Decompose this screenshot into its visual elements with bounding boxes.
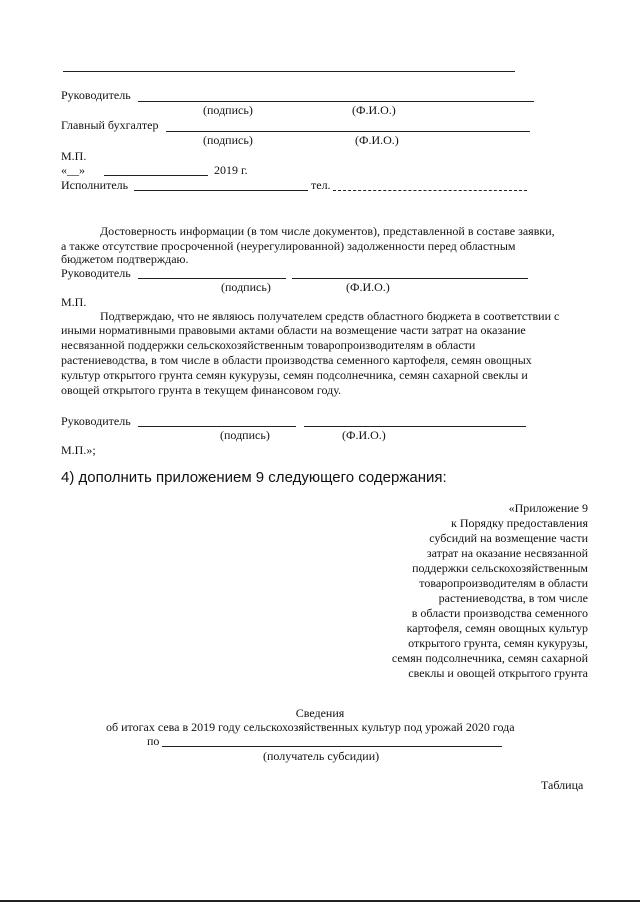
top-rule	[63, 71, 515, 72]
head-signature-line	[138, 278, 286, 279]
fio-caption: (Ф.И.О.)	[352, 103, 396, 117]
head-fio-line	[292, 278, 528, 279]
appendix-line-2: к Порядку предоставления	[450, 516, 588, 530]
phone-line	[333, 190, 527, 191]
head-signature-line	[138, 426, 296, 427]
chief-accountant-label: Главный бухгалтер	[61, 118, 159, 132]
declaration-line-5: культур открытого грунта семян кукурузы, семян подсолнечника, семян сахарной свеклы и	[61, 368, 528, 382]
table-label: Таблица	[541, 778, 584, 792]
certification-line-1: Достоверность информации (в том числе документов), представленной в составе заявки,	[100, 224, 555, 238]
head-fio-line	[304, 426, 526, 427]
executor-line	[134, 190, 308, 191]
appendix-line-9: картофеля, семян овощных культур	[406, 621, 588, 635]
bottom-rule	[0, 900, 640, 902]
report-subtitle: об итогах сева в 2019 году сельскохозяйственных культур под урожай 2020 года	[106, 720, 515, 734]
stamp-place: М.П.	[61, 149, 87, 163]
declaration-line-2: иными нормативными правовыми актами области на возмещение части затрат на оказание	[61, 323, 526, 337]
certification-line-2: а также отсутствие просроченной (неурегулированной) задолженности перед областным	[61, 239, 516, 253]
signature-caption: (подпись)	[203, 133, 253, 147]
appendix-line-5: поддержки сельскохозяйственным	[412, 561, 588, 575]
stamp-place-closing: М.П.»;	[61, 443, 96, 457]
head-label: Руководитель	[61, 88, 131, 102]
declaration-line-6: овощей открытого грунта в текущем финансовом году.	[61, 383, 342, 397]
signature-caption: (подпись)	[220, 428, 270, 442]
recipient-prefix: по	[147, 734, 160, 748]
stamp-place: М.П.	[61, 295, 87, 309]
recipient-caption: (получатель субсидии)	[263, 749, 380, 763]
accountant-signature-line	[166, 131, 530, 132]
signature-caption: (подпись)	[203, 103, 253, 117]
phone-label: тел.	[311, 178, 331, 192]
appendix-line-12: свеклы и овощей открытого грунта	[408, 666, 588, 680]
fio-caption: (Ф.И.О.)	[342, 428, 386, 442]
appendix-line-10: открытого грунта, семян кукурузы,	[408, 636, 588, 650]
executor-label: Исполнитель	[61, 178, 129, 192]
declaration-line-3: несвязанной поддержки сельскохозяйственным товаропроизводителям в области	[61, 338, 476, 352]
signature-caption: (подпись)	[221, 280, 271, 294]
certification-line-3: бюджетом подтверждаю.	[61, 252, 189, 266]
date-day: «__»	[61, 163, 85, 177]
appendix-line-3: субсидий на возмещение части	[429, 531, 588, 545]
head-label: Руководитель	[61, 414, 131, 428]
item-4-heading: 4) дополнить приложением 9 следующего содержания:	[61, 469, 447, 486]
report-title: Сведения	[295, 706, 345, 720]
declaration-line-4: растениеводства, в том числе в области производства семенного картофеля, семян овощных	[61, 353, 532, 367]
appendix-line-11: семян подсолнечника, семян сахарной	[391, 651, 588, 665]
fio-caption: (Ф.И.О.)	[346, 280, 390, 294]
head-label: Руководитель	[61, 266, 131, 280]
declaration-line-1: Подтверждаю, что не являюсь получателем средств областного бюджета в соответствии с	[100, 309, 560, 323]
date-month-line	[104, 175, 208, 176]
recipient-line	[162, 746, 502, 747]
appendix-line-6: товаропроизводителям в области	[419, 576, 588, 590]
appendix-line-7: растениеводства, в том числе	[438, 591, 588, 605]
appendix-line-4: затрат на оказание несвязанной	[426, 546, 588, 560]
head-signature-line	[138, 101, 534, 102]
date-year: 2019 г.	[214, 163, 248, 177]
appendix-line-1: «Приложение 9	[508, 501, 588, 515]
fio-caption: (Ф.И.О.)	[355, 133, 399, 147]
appendix-line-8: в области производства семенного	[411, 606, 588, 620]
